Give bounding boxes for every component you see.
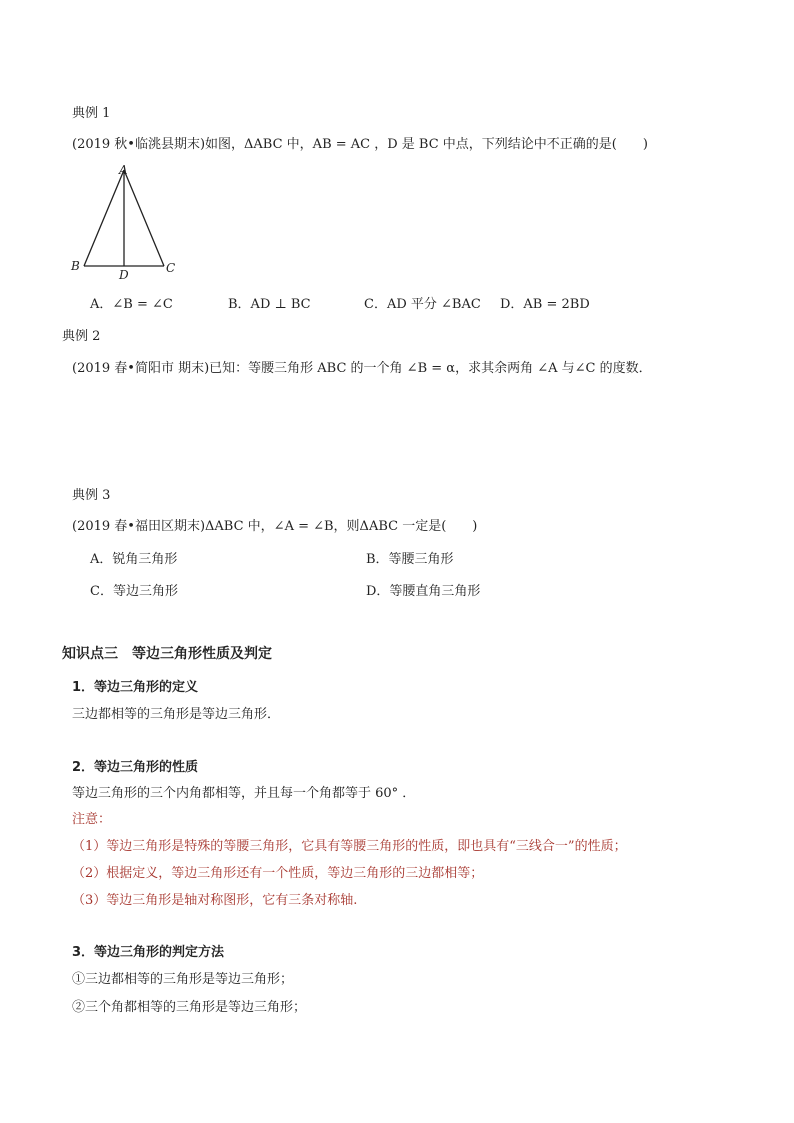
example-3-question: (2019 春•福田区期末)ΔABC 中，∠A = ∠B，则ΔABC 一定是( ) (72, 519, 478, 534)
example-3-label: 典例 3 (72, 488, 111, 503)
example-1-option-a: A．∠B = ∠C (90, 297, 173, 312)
definition-text: 三边都相等的三角形是等边三角形． (72, 707, 281, 722)
vertex-label-d: D (119, 268, 129, 282)
note-item-2: （2）根据定义，等边三角形还有一个性质，等边三角形的三边都相等； (72, 866, 484, 881)
judgement-item-2: ②三个角都相等的三角形是等边三角形； (72, 1000, 307, 1015)
example-1-option-d: D．AB = 2BD (500, 297, 590, 312)
side-ab (84, 170, 124, 266)
example-3-option-b: B．等腰三角形 (366, 552, 454, 567)
example-3-option-d: D．等腰直角三角形 (366, 584, 481, 599)
example-1-question: (2019 秋•临洮县期末)如图，ΔABC 中，AB = AC ，D 是 BC 中点，下列结论中不正确的是( ) (72, 137, 648, 152)
vertex-label-a: A (119, 163, 128, 177)
example-1-option-c: C．AD 平分 ∠BAC (364, 297, 481, 312)
example-2-question: (2019 春•简阳市 期末)已知：等腰三角形 ABC 的一个角 ∠B = α，求其余两角 ∠A 与∠C 的度数． (72, 361, 652, 376)
property-heading: 2．等边三角形的性质 (72, 760, 199, 775)
judgement-item-1: ①三边都相等的三角形是等边三角形； (72, 972, 294, 987)
example-3-option-a: A．锐角三角形 (90, 552, 178, 567)
section-title: 知识点三 等边三角形性质及判定 (62, 646, 272, 662)
vertex-label-b: B (71, 259, 80, 273)
vertex-label-c: C (166, 261, 176, 275)
note-item-1: （1）等边三角形是特殊的等腰三角形，它具有等腰三角形的性质，即也具有“三线合一”的性质； (72, 839, 627, 854)
triangle-figure (66, 162, 186, 282)
example-1-option-b: B．AD ⊥ BC (228, 297, 311, 312)
example-1-label: 典例 1 (72, 106, 111, 121)
note-item-3: （3）等边三角形是轴对称图形，它有三条对称轴. (72, 893, 358, 908)
example-2-label: 典例 2 (62, 329, 101, 344)
example-3-option-c: C．等边三角形 (90, 584, 178, 599)
side-ac (124, 170, 164, 266)
definition-heading: 1．等边三角形的定义 (72, 680, 199, 695)
property-text: 等边三角形的三个内角都相等，并且每一个角都等于 60° ． (72, 786, 416, 801)
note-label: 注意： (72, 812, 112, 827)
judgement-heading: 3．等边三角形的判定方法 (72, 945, 225, 960)
